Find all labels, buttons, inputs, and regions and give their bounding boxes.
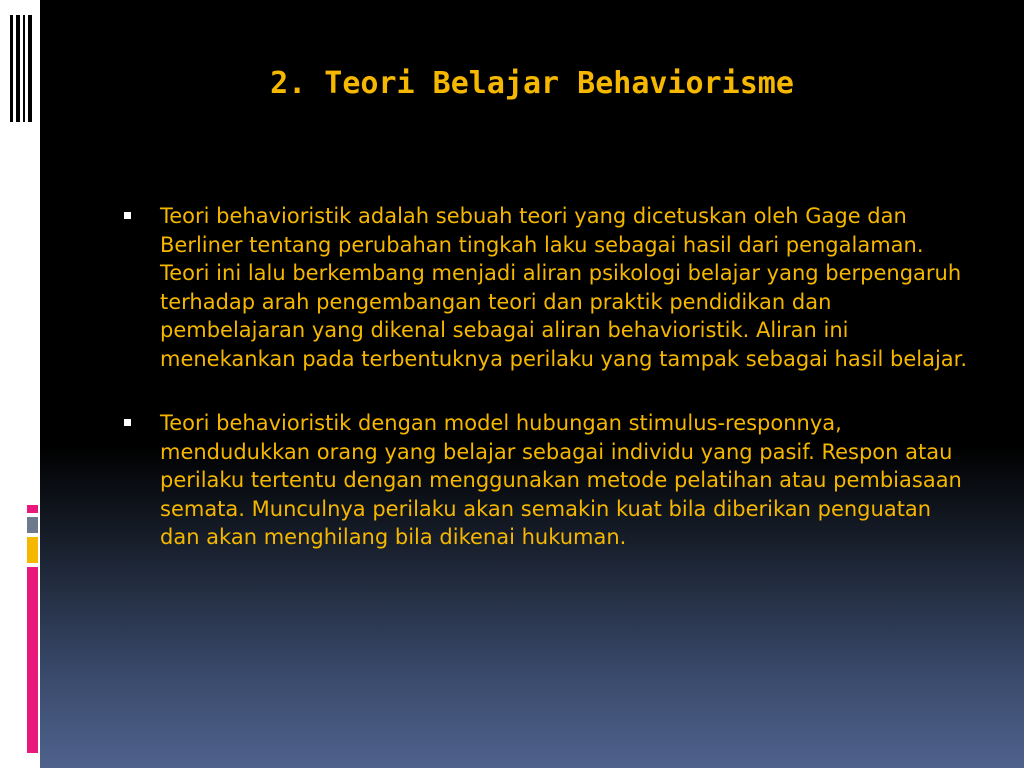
bullet-item [120, 409, 970, 552]
left-decoration-strip [0, 0, 40, 768]
bullet-list [120, 202, 970, 588]
slide-title: 2. Teori Belajar Behaviorisme [270, 66, 794, 101]
bullet-item [120, 202, 970, 373]
bullet-text: Teori behavioristik adalah sebuah teori yang dicetuskan oleh Gage dan Berliner tentang perubahan tingkah laku sebagai hasil dari pengalaman. Teori ini lalu berkembang menjadi aliran psikologi belajar yang berpengaruh terhadap arah pengembangan teori dan praktik pendidikan dan pembelajaran yang dikenal sebagai aliran behavioristik. Aliran ini menekankan pada terbentuknya perilaku yang tampak sebagai hasil belajar. [160, 204, 968, 371]
blinds-decoration [10, 15, 32, 122]
accent-bar-pink-long [27, 567, 38, 753]
accent-bar-pink-top [27, 505, 38, 513]
accent-bar-yellow [27, 537, 38, 563]
square-bullet-icon [124, 419, 131, 426]
square-bullet-icon [124, 212, 131, 219]
bullet-text: Teori behavioristik dengan model hubungan stimulus-responnya, mendudukkan orang yang belajar sebagai individu yang pasif. Respon atau perilaku tertentu dengan menggunakan metode pelatihan atau pembiasaan semata. Munculnya perilaku akan semakin kuat bila diberikan penguatan dan akan menghilang bila dikenai hukuman. [160, 411, 962, 549]
accent-bar-gray [27, 517, 38, 533]
